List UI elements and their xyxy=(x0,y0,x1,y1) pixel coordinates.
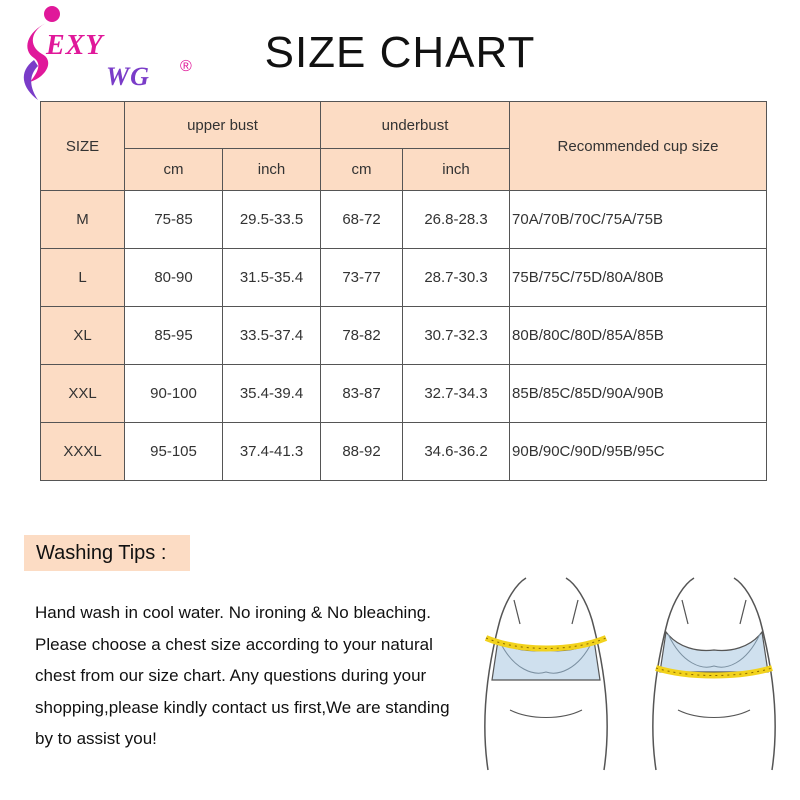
header-recommended-cup: Recommended cup size xyxy=(510,102,767,191)
table-row xyxy=(41,307,767,365)
row-upper-inch: 35.4-39.4 xyxy=(223,365,321,423)
table-row xyxy=(41,249,767,307)
row-under-cm: 83-87 xyxy=(321,365,403,423)
header-under-inch: inch xyxy=(403,149,510,191)
row-size: XXL xyxy=(41,365,125,423)
logo-text-line2: WG xyxy=(106,62,150,91)
row-cup-sizes: 70A/70B/70C/75A/75B xyxy=(510,191,767,249)
header-upper-cm: cm xyxy=(125,149,223,191)
measurement-illustration xyxy=(470,560,800,780)
washing-tips-label: Washing Tips : xyxy=(24,535,190,571)
table-row xyxy=(41,191,767,249)
row-under-inch: 32.7-34.3 xyxy=(403,365,510,423)
row-under-cm: 88-92 xyxy=(321,423,403,481)
page-title: SIZE CHART xyxy=(264,28,536,77)
row-upper-inch: 31.5-35.4 xyxy=(223,249,321,307)
table-row xyxy=(41,423,767,481)
row-upper-cm: 95-105 xyxy=(125,423,223,481)
bra-measure-upper-icon xyxy=(485,578,607,770)
header-upper-inch: inch xyxy=(223,149,321,191)
row-size: M xyxy=(41,191,125,249)
row-upper-inch: 29.5-33.5 xyxy=(223,191,321,249)
row-cup-sizes: 80B/80C/80D/85A/85B xyxy=(510,307,767,365)
header-under-cm: cm xyxy=(321,149,403,191)
header-underbust: underbust xyxy=(321,102,510,149)
bra-measure-under-icon xyxy=(653,578,775,770)
size-chart-table xyxy=(40,101,767,481)
row-cup-sizes: 75B/75C/75D/80A/80B xyxy=(510,249,767,307)
row-upper-inch: 37.4-41.3 xyxy=(223,423,321,481)
washing-instructions xyxy=(35,597,495,755)
row-size: L xyxy=(41,249,125,307)
header-upper-bust: upper bust xyxy=(125,102,321,149)
row-upper-cm: 75-85 xyxy=(125,191,223,249)
row-under-cm: 73-77 xyxy=(321,249,403,307)
header-size: SIZE xyxy=(41,102,125,191)
row-upper-inch: 33.5-37.4 xyxy=(223,307,321,365)
row-under-inch: 34.6-36.2 xyxy=(403,423,510,481)
logo-text-line1: EXY xyxy=(46,30,104,61)
row-under-cm: 68-72 xyxy=(321,191,403,249)
row-under-cm: 78-82 xyxy=(321,307,403,365)
instruction-line: Hand wash in cool water. No ironing & No bleaching. xyxy=(35,603,431,622)
row-size: XXXL xyxy=(41,423,125,481)
instruction-line: Please choose a chest size according to your natural xyxy=(35,634,433,654)
row-size: XL xyxy=(41,307,125,365)
table-row xyxy=(41,365,767,423)
row-upper-cm: 80-90 xyxy=(125,249,223,307)
row-cup-sizes: 90B/90C/90D/95B/95C xyxy=(510,423,767,481)
row-under-inch: 28.7-30.3 xyxy=(403,249,510,307)
row-cup-sizes: 85B/85C/85D/90A/90B xyxy=(510,365,767,423)
instruction-line: shopping,please kindly contact us first,We are standing xyxy=(35,697,450,717)
row-upper-cm: 85-95 xyxy=(125,307,223,365)
logo-registered-mark: ® xyxy=(180,58,192,75)
row-upper-cm: 90-100 xyxy=(125,365,223,423)
row-under-inch: 26.8-28.3 xyxy=(403,191,510,249)
instruction-line: by to assist you! xyxy=(35,729,157,748)
row-under-inch: 30.7-32.3 xyxy=(403,307,510,365)
instruction-line: chest from our size chart. Any questions during your xyxy=(35,666,427,685)
